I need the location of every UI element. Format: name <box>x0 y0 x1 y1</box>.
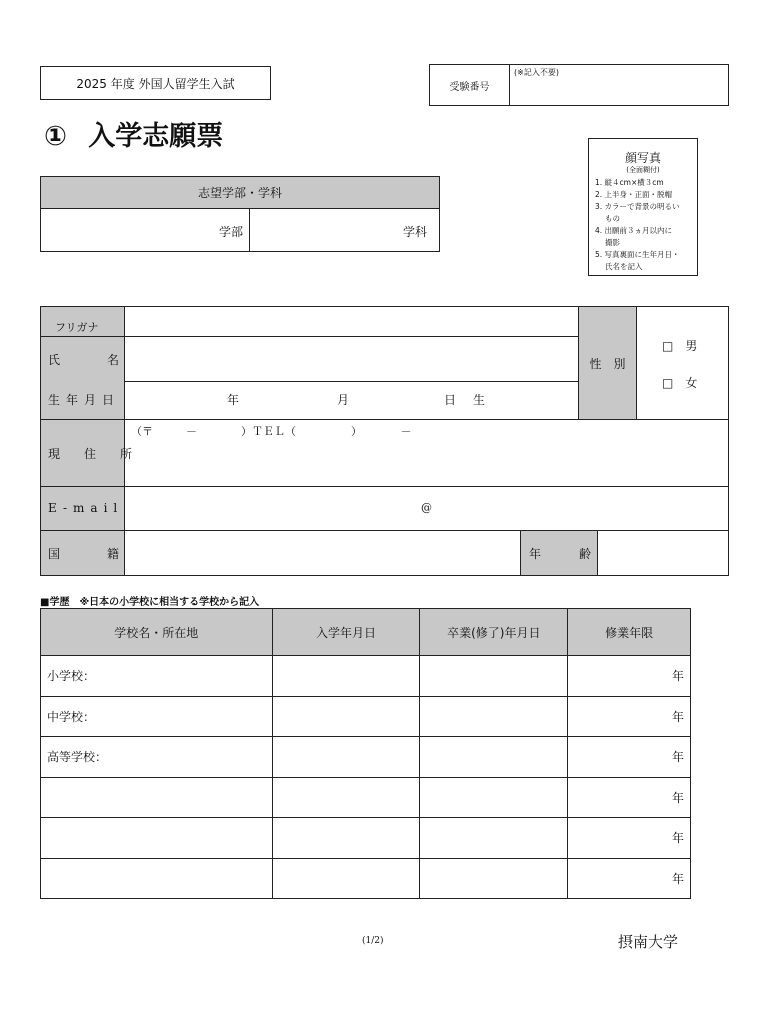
history-caption: ■学歴 ※日本の小学校に相当する学校から記入 <box>40 597 260 608</box>
desired-header: 志望学部・学科 <box>41 177 439 209</box>
form-title <box>44 114 223 153</box>
photo-note: 5. 写真裏面に生年月日・ <box>595 250 680 259</box>
department-suffix: 学科 <box>402 225 427 239</box>
photo-notes <box>595 177 680 273</box>
years-cell[interactable]: 年 <box>568 696 691 737</box>
history-table <box>40 608 691 899</box>
form-title-number: ① <box>44 121 67 152</box>
gender-female-option[interactable]: □ 女 <box>662 376 698 390</box>
years-cell[interactable]: 年 <box>568 818 691 859</box>
photo-note: もの <box>605 214 620 223</box>
school-cell[interactable] <box>41 777 273 818</box>
email-label: E-mail <box>48 501 124 515</box>
school-cell[interactable]: 小学校： <box>41 656 273 697</box>
entry-date-cell[interactable] <box>272 656 420 697</box>
graduation-date-cell[interactable] <box>420 818 568 859</box>
birth-month: 月 <box>337 393 350 407</box>
school-cell[interactable] <box>41 858 273 899</box>
age-label-2: 齢 <box>579 547 592 561</box>
history-header-graduation: 卒業(修了)年月日 <box>420 609 568 656</box>
years-cell[interactable]: 年 <box>568 858 691 899</box>
exam-number-box <box>429 64 729 106</box>
years-cell[interactable]: 年 <box>568 777 691 818</box>
entry-date-cell[interactable] <box>272 777 420 818</box>
graduation-date-cell[interactable] <box>420 696 568 737</box>
school-cell[interactable]: 高等学校： <box>41 737 273 778</box>
name-field[interactable] <box>126 337 578 381</box>
years-cell[interactable]: 年 <box>568 737 691 778</box>
furigana-label: フリガナ <box>55 321 99 334</box>
history-header-years: 修業年限 <box>568 609 691 656</box>
table-row <box>41 696 691 737</box>
entry-date-cell[interactable] <box>272 818 420 859</box>
photo-note: 氏名を記入 <box>605 262 643 271</box>
school-cell[interactable] <box>41 818 273 859</box>
table-row <box>41 737 691 778</box>
age-field[interactable] <box>599 531 728 575</box>
name-label-1: 氏 <box>48 353 61 367</box>
history-header-school: 学校名・所在地 <box>41 609 273 656</box>
department-field[interactable] <box>251 209 439 251</box>
university-name: 摂南大学 <box>618 933 679 951</box>
birthdate-label: 生年月日 <box>48 393 121 407</box>
entry-date-cell[interactable] <box>272 696 420 737</box>
nationality-label-1: 国 <box>48 547 61 561</box>
personal-info-table <box>40 306 729 576</box>
photo-note: 撮影 <box>605 238 620 247</box>
birthdate-field[interactable] <box>126 382 578 419</box>
address-label: 現 住 所 <box>48 447 139 461</box>
address-field[interactable] <box>126 420 728 486</box>
photo-note: 4. 出願前３ヵ月以内に <box>595 226 673 235</box>
table-row <box>41 777 691 818</box>
photo-box[interactable] <box>588 138 698 276</box>
photo-note: 1. 縦４cm×横３cm <box>595 178 664 187</box>
age-label-1: 年 <box>529 547 542 561</box>
exam-title <box>40 66 271 100</box>
page-number: (1/2) <box>362 936 384 946</box>
photo-note: 3. カラーで背景の明るい <box>595 202 680 211</box>
graduation-date-cell[interactable] <box>420 737 568 778</box>
graduation-date-cell[interactable] <box>420 858 568 899</box>
age-label-cell <box>520 531 598 575</box>
graduation-date-cell[interactable] <box>420 656 568 697</box>
birth-year: 年 <box>227 393 240 407</box>
exam-number-label: 受験番号 <box>430 65 510 105</box>
table-row <box>41 818 691 859</box>
graduation-date-cell[interactable] <box>420 777 568 818</box>
email-field[interactable] <box>126 487 728 530</box>
school-cell[interactable]: 中学校： <box>41 696 273 737</box>
gender-label: 性 別 <box>578 307 637 419</box>
photo-subtitle: (全面糊付) <box>626 166 660 174</box>
name-label-2: 名 <box>107 353 120 367</box>
furigana-field[interactable] <box>126 307 578 336</box>
desired-faculty-table <box>40 176 440 252</box>
table-row <box>41 858 691 899</box>
birth-born: 生 <box>473 393 486 407</box>
photo-note: 2. 上半身・正面・脱帽 <box>595 190 673 199</box>
gender-male-option[interactable]: □ 男 <box>662 339 698 353</box>
birth-day: 日 <box>444 393 457 407</box>
form-title-text: 入学志願票 <box>88 121 224 152</box>
entry-date-cell[interactable] <box>272 737 420 778</box>
email-at: @ <box>421 501 432 514</box>
faculty-field[interactable] <box>41 209 250 251</box>
nationality-field[interactable] <box>126 531 520 575</box>
faculty-suffix: 学部 <box>218 225 243 239</box>
address-line: （〒 － ）ＴＥＬ（ ） － <box>131 425 412 438</box>
history-header-row <box>41 609 691 656</box>
exam-number-field[interactable] <box>510 65 728 105</box>
entry-date-cell[interactable] <box>272 858 420 899</box>
exam-title-text: 2025 年度 外国人留学生入試 <box>76 76 235 91</box>
photo-title: 顔写真 <box>624 151 661 165</box>
label-column <box>41 307 125 575</box>
exam-number-note: (※記入不要) <box>514 68 559 77</box>
table-row <box>41 656 691 697</box>
years-cell[interactable]: 年 <box>568 656 691 697</box>
nationality-label-2: 籍 <box>107 547 120 561</box>
history-header-entry: 入学年月日 <box>272 609 420 656</box>
